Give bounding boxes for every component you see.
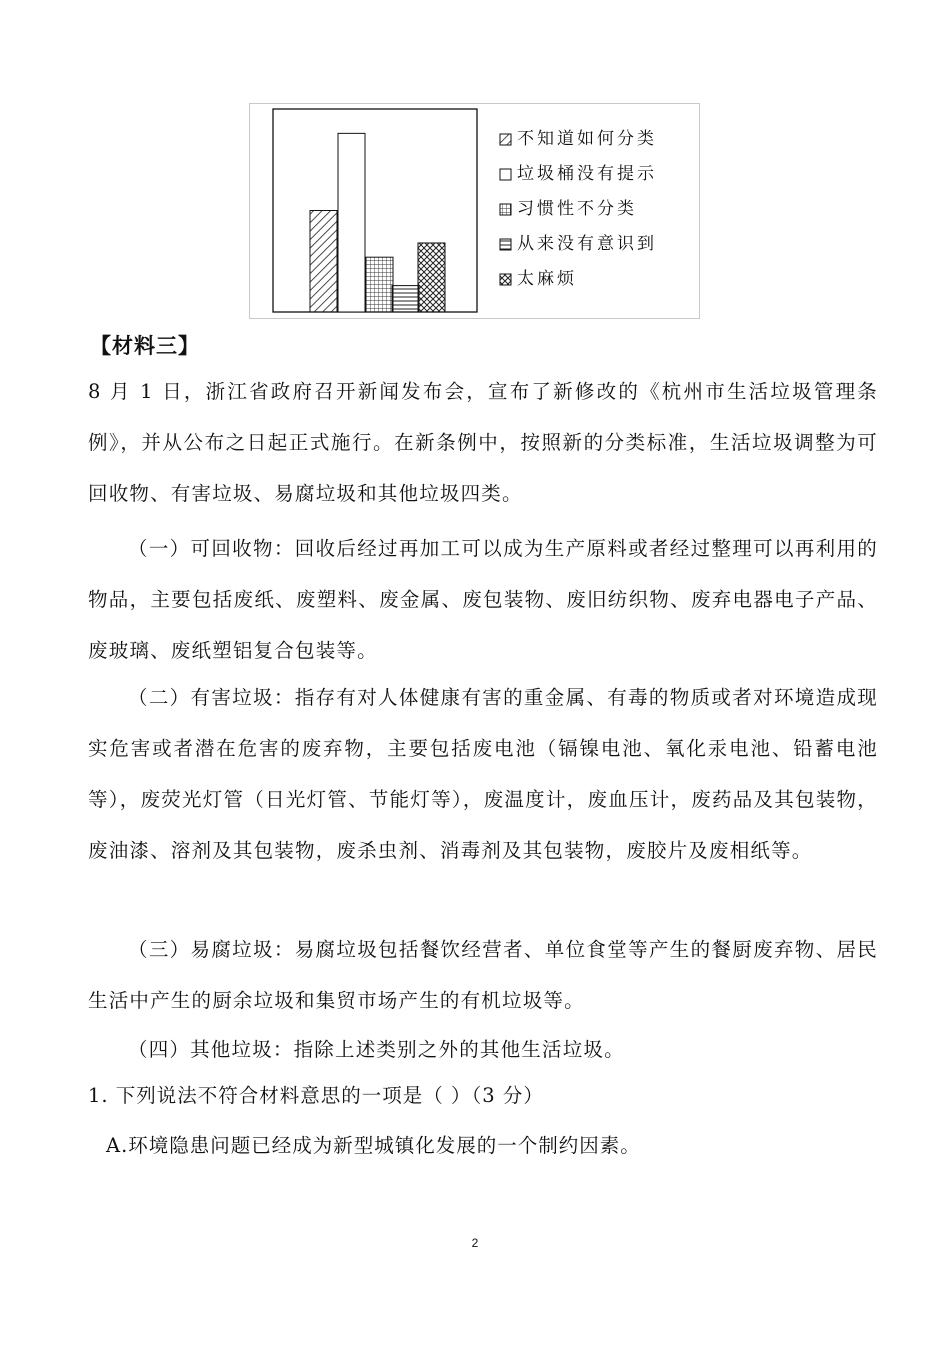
bar-1 xyxy=(310,211,337,313)
legend-label-2: 垃圾桶没有提示 xyxy=(517,164,657,184)
legend-label-4: 从来没有意识到 xyxy=(517,234,657,254)
legend-swatch-5 xyxy=(500,274,511,285)
bar-2 xyxy=(338,133,365,312)
chart-svg xyxy=(250,104,701,320)
paragraph-intro: 8 月 1 日，浙江省政府召开新闻发布会，宣布了新修改的《杭州市生活垃圾管理条例》，并从公布之日起正式施行。在新条例中，按照新的分类标准，生活垃圾调整为可回收物、有害垃圾、易腐垃圾和其他垃圾四类。 xyxy=(88,380,878,505)
paragraph-perishable: （三）易腐垃圾：易腐垃圾包括餐饮经营者、单位食堂等产生的餐厨废弃物、居民生活中产生的厨余垃圾和集贸市场产生的有机垃圾等。 xyxy=(88,938,878,1012)
legend-swatch-1 xyxy=(500,134,511,145)
legend-swatch-2 xyxy=(500,169,511,180)
bars-group xyxy=(310,133,445,312)
paragraph-recyclable: （一）可回收物：回收后经过再加工可以成为生产原料或者经过整理可以再利用的物品，主要包括废纸、废塑料、废金属、废包装物、废旧纺织物、废弃电器电子产品、废玻璃、废纸塑铝复合包装等。 xyxy=(88,537,878,662)
legend-label-1: 不知道如何分类 xyxy=(517,129,657,149)
legend-label-5: 太麻烦 xyxy=(517,269,577,289)
legend-label-3: 习惯性不分类 xyxy=(517,199,637,219)
bar-4 xyxy=(392,286,419,312)
question-1: 1. 下列说法不符合材料意思的一项是（ ）（3 分） xyxy=(88,1084,544,1107)
option-a: A.环境隐患问题已经成为新型城镇化发展的一个制约因素。 xyxy=(106,1134,641,1157)
bar-3 xyxy=(366,257,393,312)
page-number: 2 xyxy=(471,1236,479,1250)
paragraph-other: （四）其他垃圾：指除上述类别之外的其他生活垃圾。 xyxy=(128,1038,625,1061)
bar-chart xyxy=(249,103,700,319)
bar-5 xyxy=(418,243,445,312)
chart-legend xyxy=(500,129,657,289)
paragraph-hazardous: （二）有害垃圾：指存有对人体健康有害的重金属、有毒的物质或者对环境造成现实危害或者潜在危害的废弃物，主要包括废电池（镉镍电池、氧化汞电池、铅蓄电池等），废荧光灯管（日光灯管、节能灯等），废温度计，废血压计，废药品及其包装物，废油漆、溶剂及其包装物，废杀虫剂、消毒剂及其包装物，废胶片及废相纸等。 xyxy=(88,686,878,862)
legend-swatch-3 xyxy=(500,204,511,215)
legend-swatch-4 xyxy=(500,239,511,250)
section-heading: 【材料三】 xyxy=(90,334,200,358)
